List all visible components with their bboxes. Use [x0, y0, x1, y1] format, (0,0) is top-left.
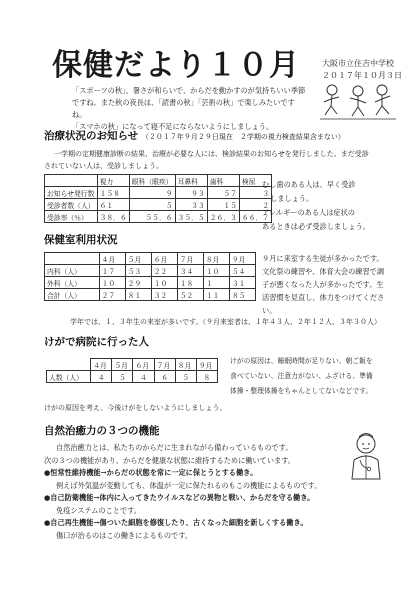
note-line: 食べていない、注意力がない、ふざける、準備 — [230, 372, 373, 380]
section-note: （２０１７年９月２９日現在 ２学期の視力検査結果含まない） — [141, 133, 345, 141]
paragraph-line: されていない人は、受診しましょう。 — [44, 162, 163, 170]
note-line: 活習慣を見直し、体力をつけてくださ — [262, 293, 385, 302]
table-cell: 検尿 — [239, 175, 271, 187]
injury-side-note — [230, 354, 408, 399]
table-cell: ９３ — [175, 187, 207, 199]
note-line: しましょう。 — [270, 194, 314, 203]
section-heading-treatment — [44, 128, 345, 143]
note-line: 子が悪くなった人が多かったです。生 — [262, 280, 384, 289]
children-running-illustration — [318, 82, 398, 120]
table-cell: ５月 — [112, 359, 133, 371]
table-cell: ７月 — [177, 253, 203, 265]
table-row — [45, 211, 272, 223]
table-cell: 人数（人） — [47, 371, 91, 383]
table-cell: 受診者数（人） — [45, 199, 98, 211]
table-cell — [47, 359, 91, 371]
table-cell: 眼科（眼疾） — [129, 175, 175, 187]
body-line: 例えば外気温が変動しても、体温が一定に保たれるのもこの機能によるものです。 — [56, 480, 322, 490]
healing-lines — [44, 442, 344, 542]
intro-text — [72, 85, 308, 133]
paragraph-line: 一学期の定期健康診断の結果、治療が必要な人には、検診結果のお知らせを発行しました。まだ受診 — [54, 150, 369, 158]
table-cell: ４月 — [91, 359, 112, 371]
table-cell: ２ — [239, 199, 271, 211]
table-cell: ６６．７ — [239, 211, 271, 223]
infirmary-table — [44, 252, 256, 301]
treatment-paragraph — [44, 148, 404, 172]
table-cell: １７ — [99, 265, 125, 277]
table-cell: ８月 — [175, 359, 196, 371]
table-cell: 視力 — [97, 175, 129, 187]
issue-date: ２０１７年１０月３日 — [322, 71, 402, 80]
note-line: ９月に来室する生徒が多かったです。 — [262, 254, 384, 263]
table-cell: 耳鼻科 — [175, 175, 207, 187]
table-cell: ３３ — [175, 199, 207, 211]
infirmary-grade-note: 学年では、１、３年生の来室が多いです。（９月来室者は、１年４３人、２年１２人、３年３０人） — [70, 318, 381, 326]
table-cell: ５２ — [177, 289, 203, 301]
table-cell: ５ — [129, 199, 175, 211]
healing-text — [44, 442, 344, 542]
table-cell: １５ — [207, 199, 239, 211]
note-line: 体操・整理体操をちゃんとしてないなどです。 — [230, 387, 373, 395]
table-header-row — [45, 253, 256, 265]
treatment-table — [44, 174, 272, 223]
note-line: あるときは必ず受診しましょう。 — [262, 222, 370, 231]
treatment-side-note — [262, 178, 406, 234]
table-cell: ４ — [133, 371, 154, 383]
table-cell: ６ — [154, 371, 175, 383]
infirmary-side-note — [262, 252, 408, 317]
table-cell: １１ — [203, 289, 229, 301]
section-heading-infirmary: 保健室利用状況 — [44, 234, 118, 246]
table-cell: ４月 — [99, 253, 125, 265]
table-row — [45, 187, 272, 199]
section-title: 治療状況のお知らせ — [44, 130, 139, 142]
table-cell: ９ — [129, 187, 175, 199]
table-cell: ３４ — [177, 265, 203, 277]
table-cell: 歯科 — [207, 175, 239, 187]
table-cell: １８ — [177, 277, 203, 289]
table-header-row — [45, 175, 272, 187]
table-cell: 外科（人） — [45, 277, 100, 289]
table-cell: ５７ — [207, 187, 239, 199]
table-cell: お知らせ発行数 — [45, 187, 98, 199]
section-heading-healing: 自然治癒力の３つの機能 — [44, 425, 160, 437]
table-cell: １０ — [151, 277, 177, 289]
body-line: 次の３つの機能があり、からだを健康な状態に維持するために働いています。 — [44, 455, 295, 465]
table-cell: 合計（人） — [45, 289, 100, 301]
table-row — [45, 199, 272, 211]
injury-note: けがの原因を考え、今後けがをしないようにしましょう。 — [44, 404, 227, 412]
table-cell: ５３ — [125, 265, 151, 277]
table-cell: ５ — [112, 371, 133, 383]
table-row — [45, 289, 256, 301]
table-cell: ３１ — [229, 277, 255, 289]
note-line: アレルギーのある人は症状の — [262, 208, 355, 217]
table-cell: ２７ — [99, 289, 125, 301]
body-line: 自然治癒力とは、私たちのからだに生まれながら備わっているものです。 — [56, 443, 293, 452]
table-cell: ２６．３ — [207, 211, 239, 223]
doctor-illustration — [340, 432, 392, 480]
table-cell: ２２ — [151, 265, 177, 277]
school-info — [322, 58, 402, 82]
table-cell: １０ — [99, 277, 125, 289]
note-line: むし歯のある人は、早く受診 — [262, 180, 356, 189]
table-cell: １０ — [203, 265, 229, 277]
note-line: けがの原因は、睡眠時間が足りない、朝ご飯を — [230, 357, 373, 365]
table-cell — [45, 253, 100, 265]
table-cell: ８月 — [203, 253, 229, 265]
table-cell: ５４ — [229, 265, 255, 277]
table-cell: １５８ — [97, 187, 129, 199]
table-cell: ２９ — [125, 277, 151, 289]
table-cell: ３２ — [151, 289, 177, 301]
table-cell: ３８．６ — [97, 211, 129, 223]
injury-table — [46, 358, 218, 383]
table-cell: ４ — [91, 371, 112, 383]
table-row — [47, 371, 218, 383]
bullet-line: ●自己防衛機能→体内に入ってきたウイルスなどの異物と戦い、からだを守る働き。 — [44, 493, 315, 502]
table-cell: ５５．６ — [129, 211, 175, 223]
table-cell: ７月 — [154, 359, 175, 371]
school-name: 大阪市立住吉中学校 — [322, 59, 394, 68]
table-cell: ５月 — [125, 253, 151, 265]
table-cell: ６月 — [151, 253, 177, 265]
table-cell: ９月 — [229, 253, 255, 265]
table-cell: ９月 — [196, 359, 217, 371]
table-cell: 受診率（％） — [45, 211, 98, 223]
intro-line: ですね。また秋の夜長は、「読書の秋」「芸術の秋」で楽しみたいですね。 — [72, 98, 295, 119]
table-cell: ３ — [239, 187, 271, 199]
bullet-line: ●恒常性維持機能→からだの状態を常に一定に保とうとする働き。 — [44, 468, 258, 477]
table-cell: ８５ — [229, 289, 255, 301]
table-cell — [45, 175, 98, 187]
table-cell: ８ — [196, 371, 217, 383]
table-cell: ３５．５ — [175, 211, 207, 223]
table-cell: ５ — [175, 371, 196, 383]
table-cell: ８１ — [125, 289, 151, 301]
body-line: 免疫システムのことです。 — [56, 505, 141, 515]
note-line: 文化祭の練習や、体育大会の練習で調 — [262, 267, 385, 276]
table-row — [45, 265, 256, 277]
note-line: い。 — [262, 306, 277, 315]
body-line: 傷口が治るのはこの働きによるものです。 — [56, 530, 192, 540]
bullet-line: ●自己再生機能→傷ついた細胞を修復したり、古くなった細胞を新しくする働き。 — [44, 518, 308, 527]
intro-line: 「スポーツの秋」、暑さが和らいで、からだを動かすのが気持ちいい季節 — [72, 86, 306, 95]
section-heading-injuries: けがで病院に行った人 — [44, 336, 149, 348]
page-title: 保健だより１０月 — [52, 48, 300, 83]
table-cell: ６１ — [97, 199, 129, 211]
table-cell: 内科（人） — [45, 265, 100, 277]
table-row — [45, 277, 256, 289]
intro-line: 「スマホの秋」になって寝不足にならないようにしましょう。 — [72, 122, 274, 131]
table-cell: １ — [203, 277, 229, 289]
table-header-row — [47, 359, 218, 371]
table-cell: ６月 — [133, 359, 154, 371]
